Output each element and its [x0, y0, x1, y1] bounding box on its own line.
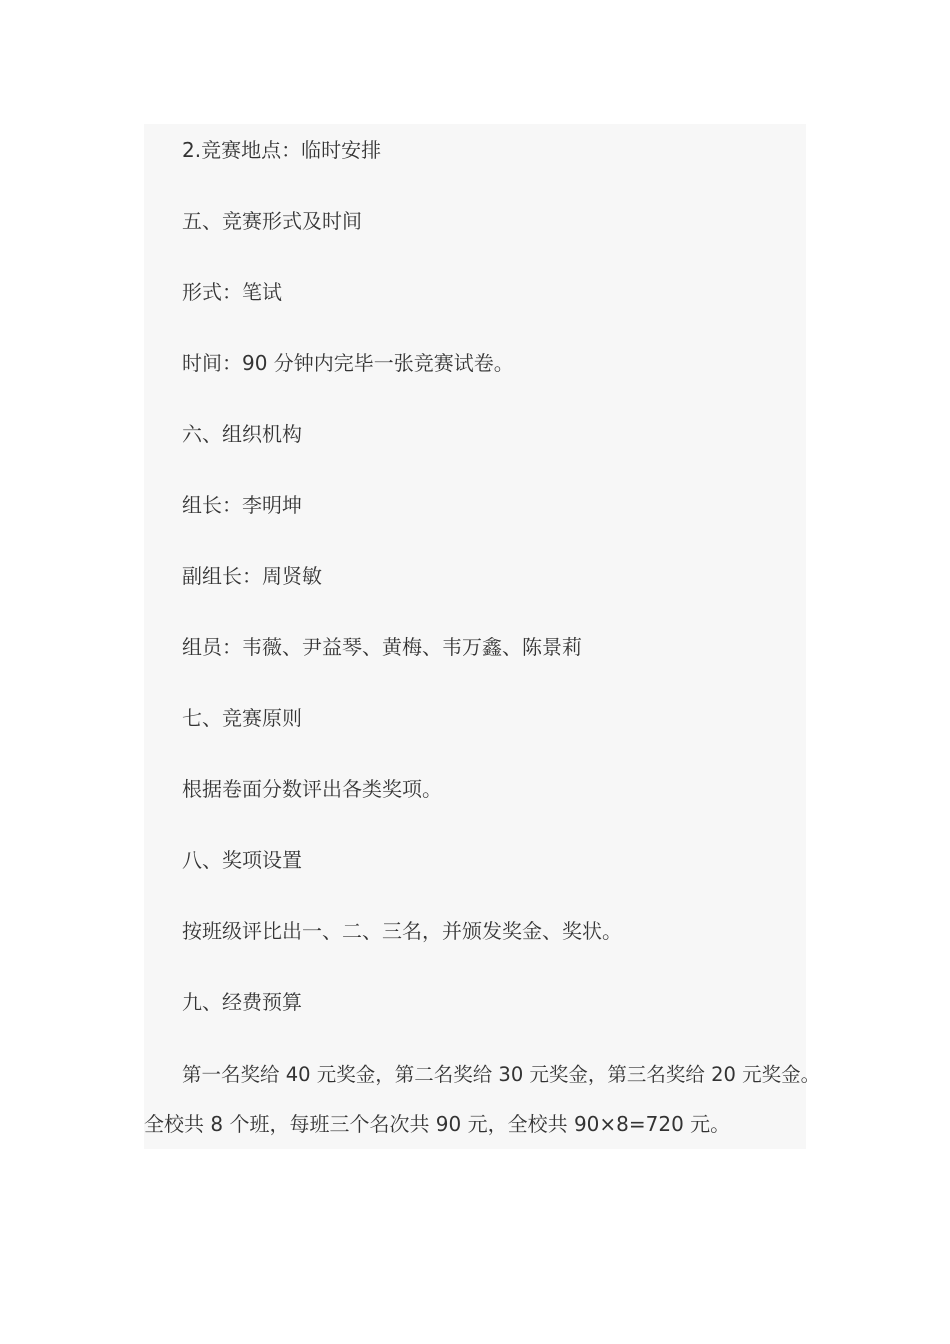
team-leader-text: 组长：李明坤	[182, 493, 302, 517]
format-text: 形式：笔试	[182, 280, 282, 304]
section-heading-format-time: 五、竞赛形式及时间	[182, 209, 362, 233]
principles-text: 根据卷面分数评出各类奖项。	[182, 777, 442, 801]
team-members-text: 组员：韦薇、尹益琴、黄梅、韦万鑫、陈景莉	[182, 635, 582, 659]
deputy-leader-text: 副组长：周贤敏	[182, 564, 322, 588]
budget-text-line-1: 第一名奖给 40 元奖金，第二名奖给 30 元奖金，第三名奖给 20 元奖金。	[182, 1063, 821, 1086]
section-heading-budget: 九、经费预算	[182, 990, 302, 1014]
section-heading-awards: 八、奖项设置	[182, 848, 302, 872]
document-page	[144, 124, 821, 1149]
awards-text: 按班级评比出一、二、三名，并颁发奖金、奖状。	[182, 919, 622, 943]
competition-venue-text: 2.竞赛地点：临时安排	[182, 138, 382, 162]
time-text: 时间：90 分钟内完毕一张竞赛试卷。	[182, 351, 514, 375]
section-heading-principles: 七、竞赛原则	[182, 706, 302, 730]
budget-text-line-2: 全校共 8 个班，每班三个名次共 90 元，全校共 90×8=720 元。	[144, 1112, 731, 1136]
section-heading-organization: 六、组织机构	[182, 422, 302, 446]
